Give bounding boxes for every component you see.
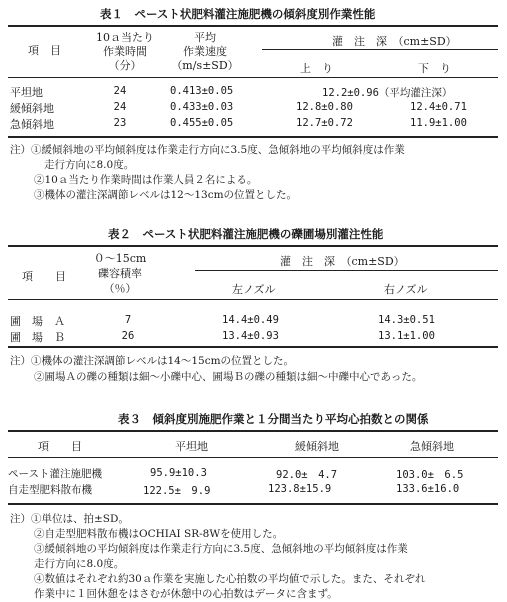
- table3-title: 表３ 傾斜度別施肥作業と１分間当たり平均心拍数との関係: [118, 412, 429, 426]
- row-gentle: 92.0± 4.7: [276, 469, 338, 481]
- table1-title: 表１ ペースト状肥料灌注施肥機の傾斜度別作業性能: [100, 7, 376, 21]
- table1-note-3: ③機体の灌注深調節レベルは12〜13cmの位置とした。: [34, 189, 298, 201]
- table1-bottom-rule: [8, 136, 498, 138]
- table1-header-down: 下 り: [418, 62, 451, 75]
- table3-header-gentle: 緩傾斜地: [295, 440, 339, 453]
- table2-header-item: 項 目: [22, 270, 66, 283]
- table2-header-left: 左ノズル: [232, 283, 276, 296]
- row-depth-right: 14.3±0.51: [378, 314, 435, 326]
- table1-header-depth: 灌 注 深 （cm±SD）: [332, 35, 457, 48]
- row-speed: 0.455±0.05: [170, 117, 234, 129]
- table3-bottom-rule: [8, 503, 498, 505]
- row-depth-up: 12.7±0.72: [296, 117, 353, 129]
- table1-header-speed-3: （m/s±SD）: [171, 59, 239, 72]
- table3-top-rule: [8, 430, 498, 432]
- table1-header-time-1: 10ａ当たり: [96, 31, 154, 44]
- table2-depth-rule: [195, 270, 498, 271]
- row-depth-left: 13.4±0.93: [222, 330, 279, 342]
- row-gravel: 26: [121, 330, 135, 342]
- table2-note-1: 注）①機体の灌注深調節レベルは14〜15cmの位置とした。: [10, 355, 295, 367]
- row-label: 圃 場 Ｂ: [10, 331, 65, 344]
- row-time: 23: [113, 117, 127, 129]
- table2-bottom-rule: [8, 346, 498, 348]
- row-depth-right: 13.1±1.00: [378, 330, 435, 342]
- table3-note-4: ④数値はそれぞれ約30ａ作業を実施した心拍数の平均値で示した。また、それぞれ: [34, 573, 426, 585]
- table1-header-time-2: 作業時間: [103, 45, 147, 58]
- row-speed: 0.413±0.05: [170, 85, 234, 97]
- table2-header-right: 右ノズル: [384, 283, 428, 296]
- row-label: 自走型肥料散布機: [8, 484, 92, 496]
- row-label: 平坦地: [10, 86, 43, 99]
- row-depth-up: 12.2±0.96（平均灌注深）: [322, 87, 453, 99]
- row-steep: 103.0± 6.5: [396, 469, 464, 481]
- table1-header-rule: [8, 77, 498, 78]
- table1-note-2: ②10ａ当たり作業時間は作業人員２名による。: [34, 174, 258, 186]
- table3-note-3b: 走行方向に8.0度。: [34, 558, 125, 570]
- table1-note-1b: 走行方向に8.0度。: [44, 159, 135, 171]
- row-depth-up: 12.8±0.80: [296, 101, 353, 113]
- row-time: 24: [113, 85, 127, 97]
- row-label: 圃 場 Ａ: [10, 315, 65, 328]
- table2-top-rule: [8, 245, 498, 247]
- table1-top-rule: [8, 25, 498, 27]
- row-depth-down: 12.4±0.71: [410, 101, 467, 113]
- table1-header-speed-2: 作業速度: [183, 45, 227, 58]
- row-label: 緩傾斜地: [10, 102, 54, 115]
- table1-header-item: 項 目: [28, 44, 61, 57]
- table3-note-1: 注）①単位は、拍±SD。: [10, 513, 129, 525]
- table1-depth-rule: [262, 49, 498, 50]
- table3-header-steep: 急傾斜地: [410, 440, 454, 453]
- table1-header-up: 上 り: [300, 62, 333, 75]
- row-gravel: 7: [124, 314, 132, 326]
- table3-note-4b: 作業中に１回休憩をはさむが休憩中の心拍数はデータに含まず。: [34, 588, 338, 600]
- row-flat: 122.5± 9.9: [143, 485, 211, 497]
- table2-header-gravel-1: ０〜15cm: [93, 252, 147, 265]
- table3-header-item: 項 目: [38, 440, 82, 453]
- row-flat: 95.9±10.3: [150, 467, 207, 479]
- table3-note-3: ③緩傾斜地の平均傾斜度は作業走行方向に3.5度、急傾斜地の平均傾斜度は作業: [34, 543, 408, 555]
- table2-header-rule: [8, 299, 498, 300]
- table1-header-time-3: （分）: [108, 59, 142, 72]
- row-time: 24: [113, 101, 127, 113]
- table1-note-1: 注）①緩傾斜地の平均傾斜度は作業走行方向に3.5度、急傾斜地の平均傾斜度は作業: [10, 144, 405, 156]
- table3-header-rule: [8, 457, 498, 458]
- table2-header-depth: 灌 注 深 （cm±SD）: [280, 255, 405, 268]
- table2-header-gravel-3: （％）: [103, 282, 137, 295]
- table2-title: 表２ ペースト状肥料灌注施肥機の礫圃場別灌注性能: [108, 227, 384, 241]
- table2-header-gravel-2: 礫容積率: [98, 267, 142, 280]
- row-depth-down: 11.9±1.00: [410, 117, 467, 129]
- table2-note-2: ②圃場Ａの礫の種類は細〜小礫中心、圃場Ｂの礫の種類は細〜中礫中心であった。: [34, 371, 423, 383]
- table3-header-flat: 平坦地: [175, 440, 208, 453]
- table1-header-speed-1: 平均: [194, 31, 216, 44]
- row-label: 急傾斜地: [10, 118, 54, 131]
- row-speed: 0.433±0.03: [170, 101, 234, 113]
- row-gentle: 123.8±15.9: [268, 483, 332, 495]
- row-steep: 133.6±16.0: [396, 483, 460, 495]
- row-label: ペースト灌注施肥機: [8, 468, 102, 480]
- table3-note-2: ②自走型肥料散布機はOCHIAI SR-8Wを使用した。: [34, 528, 284, 540]
- row-depth-left: 14.4±0.49: [222, 314, 279, 326]
